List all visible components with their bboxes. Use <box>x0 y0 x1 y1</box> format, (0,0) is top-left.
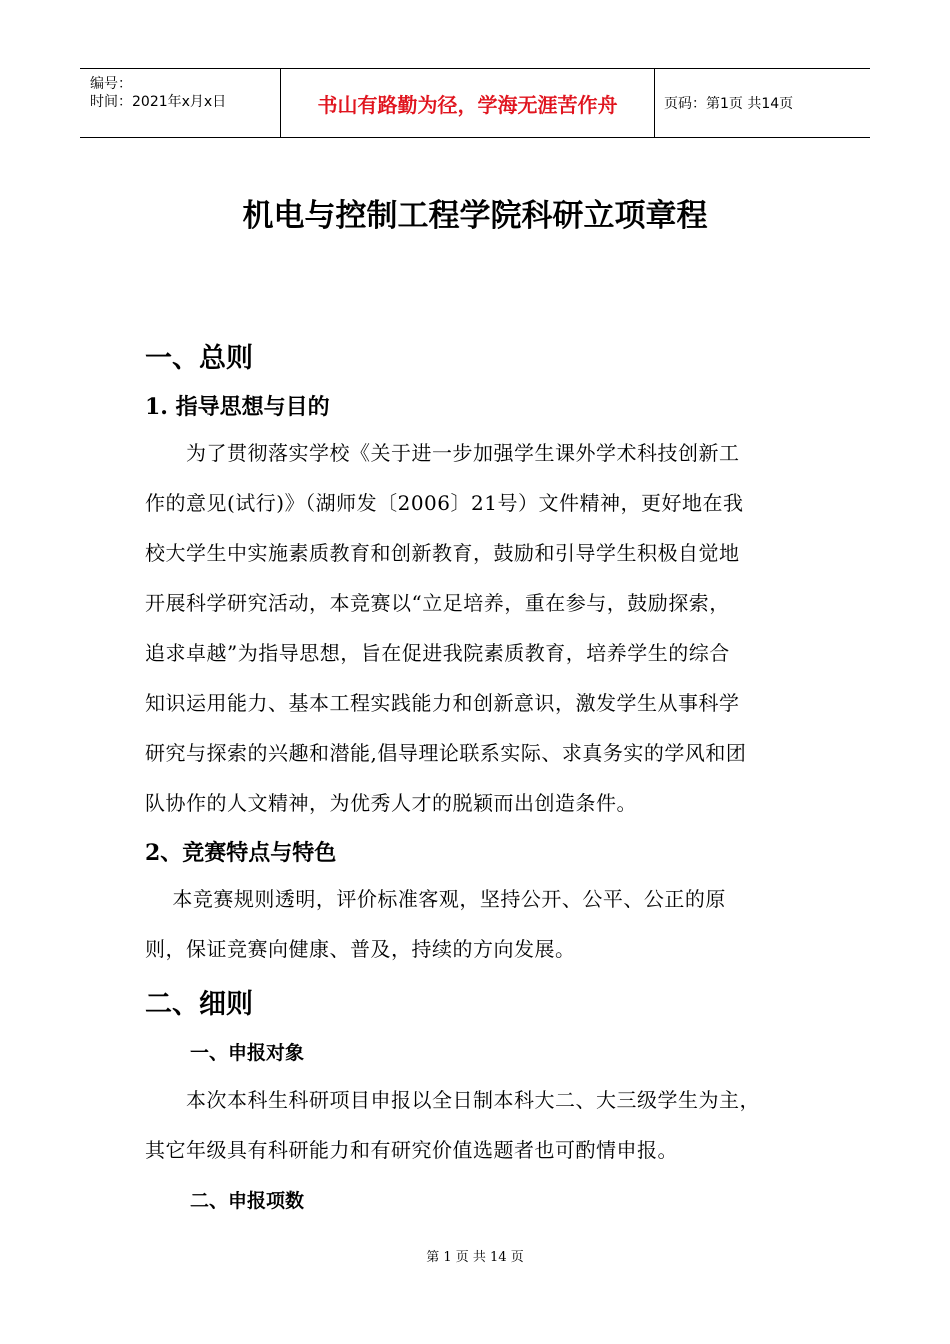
paragraph-line: 本次本科生科研项目申报以全日制本科大二、大三级学生为主， <box>145 1088 760 1112</box>
header-motto: 书山有路勤为径，学海无涯苦作舟 <box>317 92 618 117</box>
paragraph-line: 其它年级具有科研能力和有研究价值选题者也可酌情申报。 <box>145 1138 678 1162</box>
paragraph-line: 作的意见(试行)》（湖师发〔2006〕21号）文件精神，更好地在我 <box>145 491 744 515</box>
section-heading-details: 二、细则 <box>145 989 253 1020</box>
subsection-heading-project-count: 二、申报项数 <box>190 1190 305 1212</box>
paragraph-line: 开展科学研究活动，本竞赛以“立足培养，重在参与，鼓励探索， <box>145 591 730 615</box>
paragraph-applicants <box>145 1075 815 1175</box>
paragraph-line: 队协作的人文精神，为优秀人才的脱颖而出创造条件。 <box>145 791 637 815</box>
subsection-heading-applicants: 一、申报对象 <box>190 1042 305 1064</box>
paragraph-line: 为了贯彻落实学校《关于进一步加强学生课外学术科技创新工 <box>145 441 740 465</box>
paragraph-line: 校大学生中实施素质教育和创新教育，鼓励和引导学生积极自觉地 <box>145 541 740 565</box>
header-middle-cell <box>281 69 655 137</box>
document-date-label: 时间：2021年x月x日 <box>90 94 227 110</box>
paragraph-line: 追求卓越”为指导思想，旨在促进我院素质教育，培养学生的综合 <box>145 641 730 665</box>
document-title: 机电与控制工程学院科研立项章程 <box>242 198 708 234</box>
header-left-cell <box>80 69 281 137</box>
paragraph-line: 研究与探索的兴趣和潜能,倡导理论联系实际、求真务实的学风和团 <box>145 741 747 765</box>
subsection-heading-guiding-ideas: 1. 指导思想与目的 <box>145 394 330 420</box>
section-heading-general: 一、总则 <box>145 343 253 374</box>
header-right-cell <box>655 69 870 137</box>
paragraph-guiding-ideas <box>145 428 815 828</box>
page-footer: 第 1 页 共 14 页 <box>426 1250 524 1265</box>
paragraph-line: 知识运用能力、基本工程实践能力和创新意识，激发学生从事科学 <box>145 691 740 715</box>
paragraph-features <box>145 874 815 974</box>
header-page-info: 页码：第1页 共14页 <box>664 96 794 112</box>
subsection-heading-features: 2、竞赛特点与特色 <box>145 840 337 866</box>
paragraph-line: 本竞赛规则透明，评价标准客观，坚持公开、公平、公正的原 <box>145 887 726 911</box>
paragraph-line: 则，保证竞赛向健康、普及，持续的方向发展。 <box>145 937 576 961</box>
page-header-table <box>80 68 870 138</box>
document-number-label: 编号： <box>90 76 132 92</box>
